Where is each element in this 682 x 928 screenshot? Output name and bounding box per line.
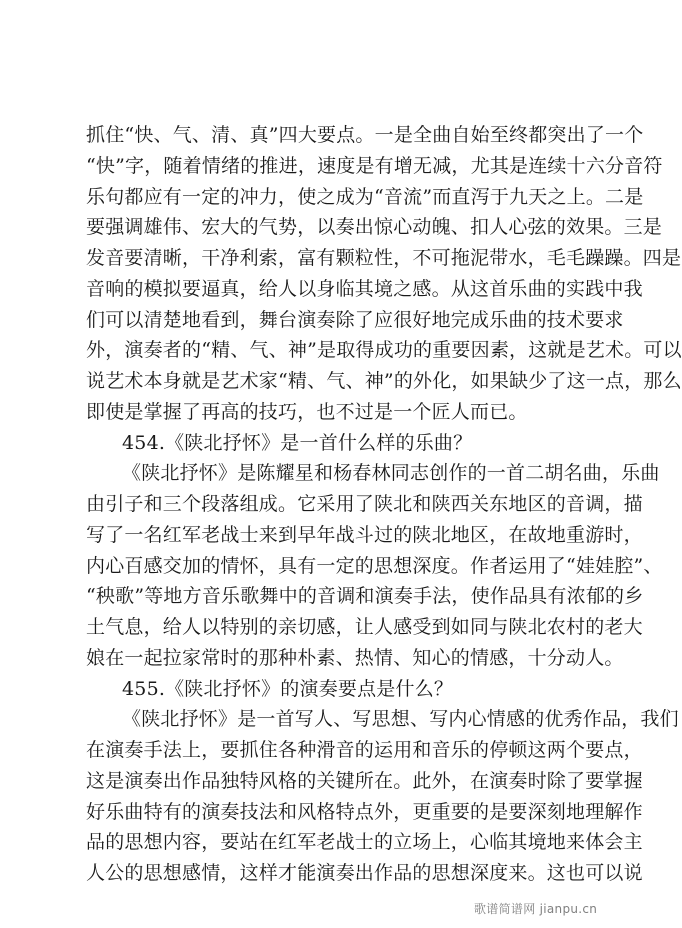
answer-text-line: 《陕北抒怀》是一首写人、写思想、写内心情感的优秀作品，我们 (122, 708, 679, 731)
body-text-line: 抓住“快、气、清、真”四大要点。一是全曲自始至终都突出了一个 (86, 124, 644, 146)
body-text-line: 乐句都应有一定的冲力，使之成为“音流”而直泻于九天之上。二是 (86, 185, 644, 208)
question-heading-455: 455.《陕北抒怀》的演奏要点是什么？ (122, 677, 454, 700)
body-text-line: 即使是掌握了再高的技巧，也不过是一个匠人而已。 (86, 400, 528, 423)
answer-text-line: 娘在一起拉家常时的那种朴素、热情、知心的情感，十分动人。 (86, 646, 624, 669)
answer-text-line: 土气息，给人以特别的亲切感，让人感受到如同与陕北农村的老大 (86, 616, 643, 638)
answer-text-line: 好乐曲特有的演奏技法和风格特点外，更重要的是要深刻地理解作 (86, 800, 643, 823)
answer-text-line: 写了一名红军老战士来到早年战斗过的陕北地区，在故地重游时， (86, 523, 643, 546)
body-text-line: 发音要清晰，干净利索，富有颗粒性，不可拖泥带水，毛毛躁躁。四是 (86, 247, 682, 269)
answer-text-line: 这是演奏出作品独特风格的关键所在。此外，在演奏时除了要掌握 (86, 769, 643, 792)
body-text-line: “快”字，随着情绪的推进，速度是有增无减，尤其是连续十六分音符 (86, 154, 663, 177)
answer-text-line: 人公的思想感情，这样才能演奏出作品的思想深度来。这也可以说 (86, 862, 643, 884)
answer-text-line: 在演奏手法上，要抓住各种滑音的运用和音乐的停顿这两个要点， (86, 739, 643, 761)
answer-text-line: 《陕北抒怀》是陈耀星和杨春林同志创作的一首二胡名曲，乐曲 (122, 462, 660, 485)
answer-text-line: “秧歌”等地方音乐歌舞中的音调和演奏手法，使作品具有浓郁的乡 (86, 585, 644, 608)
body-text-line: 要强调雄伟、宏大的气势，以奏出惊心动魄、扣人心弦的效果。三是 (86, 216, 663, 239)
body-text-line: 说艺术本身就是艺术家“精、气、神”的外化，如果缺少了这一点，那么 (86, 370, 682, 392)
question-heading-454: 454.《陕北抒怀》是一首什么样的乐曲？ (122, 431, 473, 454)
answer-text-line: 由引子和三个段落组成。它采用了陕北和陕西关东地区的音调，描 (86, 493, 643, 515)
answer-text-line: 品的思想内容，要站在红军老战士的立场上，心临其境地来体会主 (86, 831, 643, 854)
site-watermark: 歌谱简谱网 jianpu.cn (474, 902, 598, 916)
body-text-line: 们可以清楚地看到，舞台演奏除了应很好地完成乐曲的技术要求 (86, 308, 624, 331)
body-text-line: 音响的模拟要逼真，给人以身临其境之感。从这首乐曲的实践中我 (86, 277, 643, 300)
body-text-line: 外，演奏者的“精、气、神”是取得成功的重要因素，这就是艺术。可以 (86, 339, 682, 362)
answer-text-line: 内心百感交加的情怀，具有一定的思想深度。作者运用了“娃娃腔”、 (86, 554, 663, 577)
